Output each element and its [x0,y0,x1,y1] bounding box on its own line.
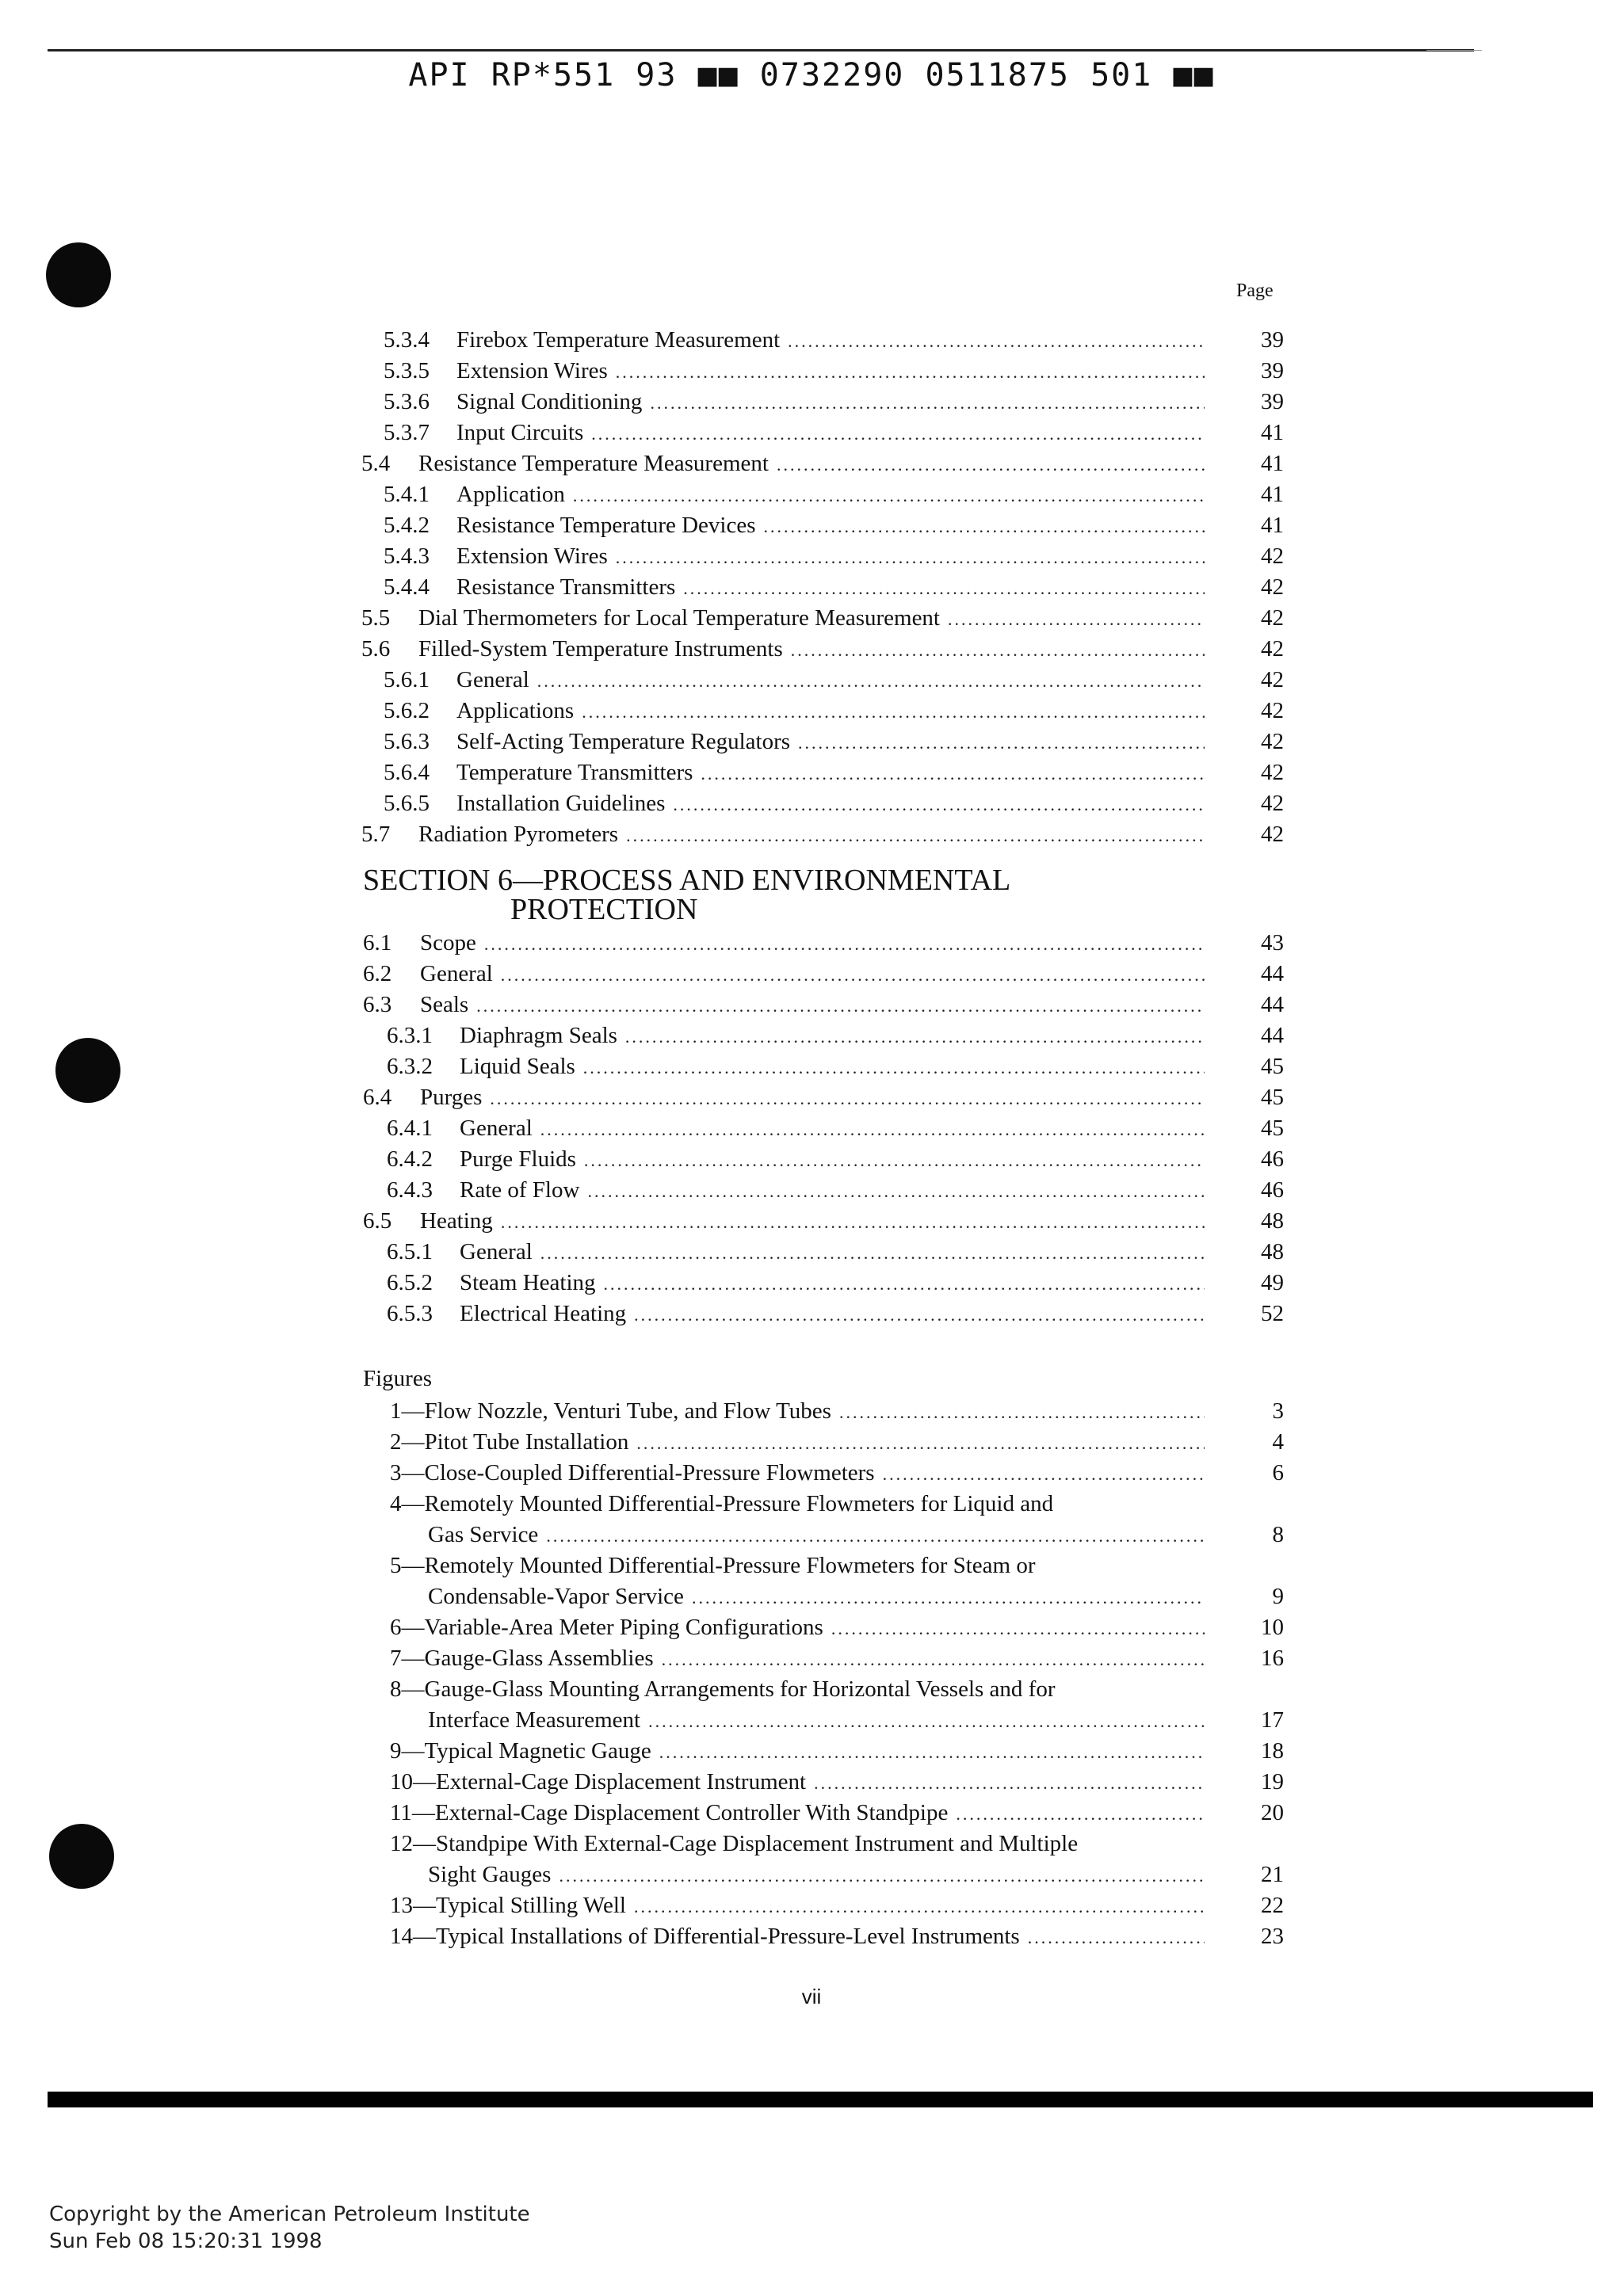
page-number: vii [801,1985,822,2008]
entry-title: Temperature Transmitters [456,760,693,785]
entry-number: 5.6.3 [384,729,430,754]
entry-title: Radiation Pyrometers [418,822,619,847]
toc-entry [387,1051,1284,1082]
toc-entry [361,818,1284,850]
figure-entry-continued [428,1519,1284,1550]
copyright-timestamp: Sun Feb 08 15:20:31 1998 [49,2229,323,2253]
toc-entry [384,479,1284,510]
entry-title: 11—External-Cage Displacement Controller With Standpipe [390,1800,949,1825]
leader-dots [634,1891,1205,1923]
entry-title: 8—Gauge-Glass Mounting Arrangements for Horizontal Vessels and for [390,1676,1056,1702]
leader-dots [831,1613,1205,1645]
toc-entry [384,509,1284,541]
leader-dots [791,635,1205,666]
figure-entry [390,1797,1284,1829]
figure-entry [390,1920,1284,1952]
page-column-label: Page [1236,280,1274,301]
entry-page: 43 [1261,930,1284,955]
leader-dots [650,387,1205,419]
entry-page: 39 [1261,389,1284,414]
entry-title: Diaphragm Seals [460,1023,617,1048]
entry-page: 45 [1261,1085,1284,1110]
entry-page: 21 [1261,1862,1284,1887]
entry-page: 42 [1261,574,1284,600]
entry-page: 52 [1261,1301,1284,1326]
figure-entry [390,1673,1212,1705]
entry-title: Input Circuits [456,420,584,445]
leader-dots [659,1737,1205,1768]
leader-dots [501,959,1205,991]
entry-title: 6—Variable-Area Meter Piping Configurations [390,1615,823,1640]
entry-page: 16 [1261,1646,1284,1671]
entry-page: 46 [1261,1146,1284,1172]
entry-title: Sight Gauges [428,1862,552,1887]
entry-title: Extension Wires [456,543,608,569]
figure-entry [390,1611,1284,1643]
entry-page: 48 [1261,1208,1284,1234]
entry-title: 9—Typical Magnetic Gauge [390,1738,651,1764]
figure-entry-continued [428,1581,1284,1612]
entry-page: 44 [1261,1023,1284,1048]
entry-number: 6.3.1 [387,1023,433,1048]
entry-number: 6.5.1 [387,1239,433,1264]
bottom-rule [48,2092,1593,2107]
figure-entry [390,1890,1284,1921]
entry-number: 6.4 [363,1085,392,1110]
toc-entry [384,757,1284,788]
entry-number: 5.7 [361,822,391,847]
entry-page: 6 [1272,1460,1284,1486]
entry-number: 5.4 [361,451,391,476]
toc-entry [384,417,1284,448]
entry-page: 42 [1261,605,1284,631]
toc-entry [384,540,1284,572]
entry-title: Interface Measurement [428,1707,641,1733]
leader-dots [604,1268,1205,1300]
entry-number: 6.3.2 [387,1054,433,1079]
entry-title: 14—Typical Installations of Differential-Pressure-Level Instruments [390,1924,1020,1949]
toc-entry [387,1020,1284,1051]
leader-dots [692,1582,1205,1614]
leader-dots [583,1052,1205,1084]
entry-title: Installation Guidelines [456,791,666,816]
entry-number: 5.4.4 [384,574,430,600]
entry-page: 45 [1261,1116,1284,1141]
entry-number: 5.3.6 [384,389,430,414]
toc-entry [363,989,1284,1020]
leader-dots [648,1706,1205,1737]
entry-title: Steam Heating [460,1270,596,1295]
leader-dots [484,929,1205,960]
toc-entry [363,1081,1284,1113]
entry-title: General [420,961,493,986]
entry-page: 42 [1261,636,1284,662]
entry-title: Condensable-Vapor Service [428,1584,684,1609]
leader-dots [540,1238,1205,1269]
entry-title: Firebox Temperature Measurement [456,327,781,353]
leader-dots [788,326,1205,357]
entry-title: Gas Service [428,1522,539,1547]
entry-number: 5.3.7 [384,420,430,445]
copyright-line: Copyright by the American Petroleum Institute [49,2203,530,2226]
leader-dots [956,1798,1205,1830]
entry-number: 5.6.2 [384,698,430,723]
entry-title: Electrical Heating [460,1301,627,1326]
toc-entry [384,386,1284,418]
leader-dots [764,511,1205,543]
entry-page: 42 [1261,543,1284,569]
figure-entry [390,1550,1212,1581]
leader-dots [537,666,1205,697]
entry-page: 42 [1261,822,1284,847]
leader-dots [501,1207,1205,1238]
entry-page: 42 [1261,667,1284,692]
copyright-notice [49,2201,530,2255]
entry-page: 44 [1261,961,1284,986]
entry-number: 6.4.3 [387,1177,433,1203]
toc-entry [363,1205,1284,1237]
leader-dots [626,820,1205,852]
document-header-code: API RP*551 93 ■■ 0732290 0511875 501 ■■ [408,57,1215,93]
toc-entry [387,1112,1284,1144]
entry-title: Resistance Temperature Devices [456,513,756,538]
entry-number: 6.3 [363,992,392,1017]
leader-dots [948,604,1205,635]
entry-page: 44 [1261,992,1284,1017]
entry-page: 3 [1272,1398,1284,1424]
entry-title: Purges [420,1085,483,1110]
entry-number: 6.4.2 [387,1146,433,1172]
toc-entry [387,1267,1284,1299]
entry-page: 4 [1272,1429,1284,1455]
entry-number: 6.2 [363,961,392,986]
entry-number: 5.4.3 [384,543,430,569]
leader-dots [616,542,1205,574]
leader-dots [634,1299,1205,1331]
section-heading-continued: PROTECTION [510,893,698,926]
leader-dots [673,789,1205,821]
entry-page: 42 [1261,791,1284,816]
leader-dots [582,696,1205,728]
entry-title: 10—External-Cage Displacement Instrument [390,1769,807,1794]
entry-title: 5—Remotely Mounted Differential-Pressure Flowmeters for Steam or [390,1553,1036,1578]
figure-entry [390,1828,1212,1859]
leader-dots [883,1459,1205,1490]
leader-dots [476,990,1205,1022]
entry-number: 5.4.2 [384,513,430,538]
entry-page: 10 [1261,1615,1284,1640]
entry-page: 17 [1261,1707,1284,1733]
entry-page: 20 [1261,1800,1284,1825]
entry-page: 48 [1261,1239,1284,1264]
leader-dots [798,727,1205,759]
figure-entry [390,1488,1212,1520]
figure-entry [390,1642,1284,1674]
leader-dots [546,1520,1205,1552]
toc-entry [387,1236,1284,1268]
entry-title: 4—Remotely Mounted Differential-Pressure Flowmeters for Liquid and [390,1491,1054,1516]
entry-number: 6.1 [363,930,392,955]
entry-number: 5.6.5 [384,791,430,816]
entry-title: Purge Fluids [460,1146,576,1172]
toc-entry [387,1174,1284,1206]
entry-title: 2—Pitot Tube Installation [390,1429,629,1455]
entry-title: 1—Flow Nozzle, Venturi Tube, and Flow Tubes [390,1398,831,1424]
toc-entry [384,788,1284,819]
entry-page: 23 [1261,1924,1284,1949]
figure-entry [390,1735,1284,1767]
toc-entry [363,927,1284,959]
entry-title: 7—Gauge-Glass Assemblies [390,1646,654,1671]
entry-title: 13—Typical Stilling Well [390,1893,626,1918]
leader-dots [490,1083,1205,1115]
leader-dots [814,1768,1205,1799]
entry-title: Extension Wires [456,358,608,383]
leader-dots [591,418,1205,450]
entry-page: 42 [1261,729,1284,754]
entry-page: 18 [1261,1738,1284,1764]
entry-number: 5.4.1 [384,482,430,507]
figure-entry [390,1395,1284,1427]
figure-entry-continued [428,1859,1284,1890]
entry-title: Resistance Transmitters [456,574,676,600]
entry-number: 6.4.1 [387,1116,433,1141]
leader-dots [839,1397,1205,1428]
entry-page: 41 [1261,482,1284,507]
section-heading: SECTION 6—PROCESS AND ENVIRONMENTAL [363,864,1011,897]
figure-entry [390,1766,1284,1798]
figure-entry [390,1426,1284,1458]
entry-page: 41 [1261,513,1284,538]
entry-page: 49 [1261,1270,1284,1295]
leader-dots [636,1428,1205,1459]
entry-page: 45 [1261,1054,1284,1079]
entry-title: Scope [420,930,476,955]
figure-entry-continued [428,1704,1284,1736]
toc-entry [361,633,1284,665]
entry-number: 6.5 [363,1208,392,1234]
leader-dots [701,758,1205,790]
leader-dots [777,449,1205,481]
toc-entry [387,1143,1284,1175]
entry-page: 42 [1261,698,1284,723]
entry-title: Heating [420,1208,493,1234]
toc-entry [384,664,1284,696]
entry-title: Self-Acting Temperature Regulators [456,729,791,754]
entry-number: 6.5.2 [387,1270,433,1295]
entry-title: Signal Conditioning [456,389,643,414]
toc-entry [384,695,1284,727]
entry-page: 41 [1261,451,1284,476]
entry-number: 5.6 [361,636,391,662]
entry-title: Dial Thermometers for Local Temperature Measurement [418,605,940,631]
leader-dots [662,1644,1205,1676]
leader-dots [559,1860,1205,1892]
leader-dots [584,1145,1205,1177]
leader-dots [540,1114,1205,1146]
entry-page: 39 [1261,327,1284,353]
entry-number: 5.6.1 [384,667,430,692]
toc-entry [384,571,1284,603]
entry-page: 46 [1261,1177,1284,1203]
entry-page: 39 [1261,358,1284,383]
entry-number: 5.6.4 [384,760,430,785]
leader-dots [625,1021,1205,1053]
entry-page: 19 [1261,1769,1284,1794]
entry-title: General [460,1239,533,1264]
toc-entry [387,1298,1284,1329]
entry-page: 8 [1272,1522,1284,1547]
figures-heading: Figures [363,1366,432,1391]
entry-page: 9 [1272,1584,1284,1609]
entry-title: General [456,667,529,692]
entry-title: Filled-System Temperature Instruments [418,636,783,662]
toc-entry [384,726,1284,757]
entry-title: Liquid Seals [460,1054,575,1079]
toc-entry [361,448,1284,479]
leader-dots [1028,1922,1205,1954]
leader-dots [573,480,1205,512]
entry-page: 22 [1261,1893,1284,1918]
entry-title: Resistance Temperature Measurement [418,451,769,476]
toc-entry [384,355,1284,387]
entry-page: 42 [1261,760,1284,785]
entry-page: 41 [1261,420,1284,445]
toc-entry [361,602,1284,634]
entry-number: 5.3.4 [384,327,430,353]
toc-entry [363,958,1284,990]
entry-title: Rate of Flow [460,1177,580,1203]
entry-title: Applications [456,698,575,723]
toc-entry [384,324,1284,356]
figure-entry [390,1457,1284,1489]
entry-title: General [460,1116,533,1141]
leader-dots [587,1176,1205,1207]
leader-dots [616,357,1205,388]
entry-number: 6.5.3 [387,1301,433,1326]
entry-title: 3—Close-Coupled Differential-Pressure Flowmeters [390,1460,875,1486]
entry-number: 5.5 [361,605,391,631]
entry-title: Seals [420,992,469,1017]
entry-title: Application [456,482,565,507]
entry-number: 5.3.5 [384,358,430,383]
entry-title: 12—Standpipe With External-Cage Displacement Instrument and Multiple [390,1831,1079,1856]
leader-dots [683,573,1205,605]
